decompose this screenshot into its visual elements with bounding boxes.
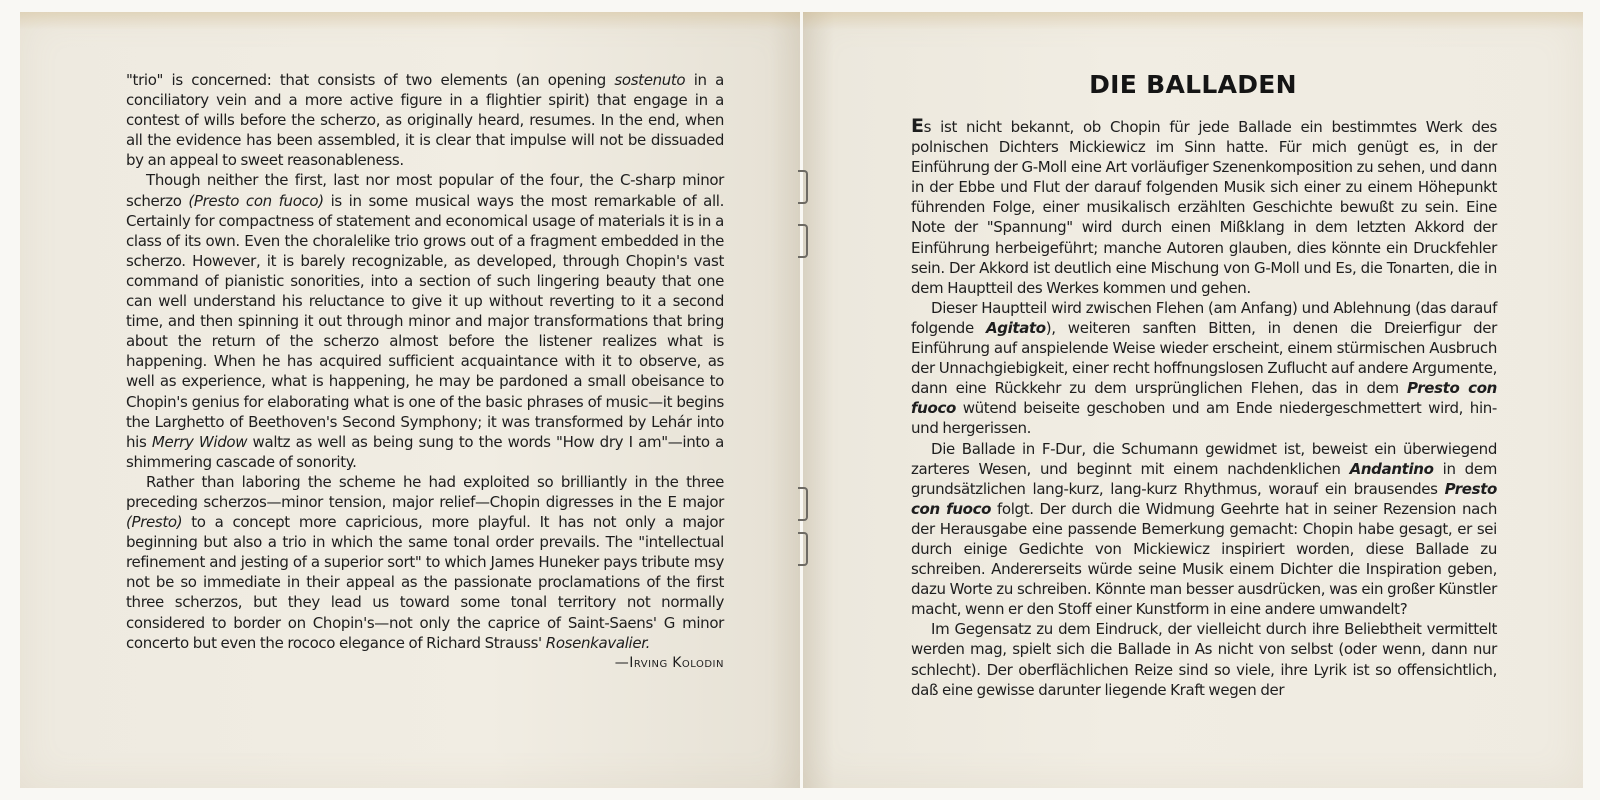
left-text-column (126, 70, 724, 673)
italic-term: Merry Widow (151, 432, 248, 451)
staple-bottom-upper (798, 487, 808, 521)
text-run: Die Ballade in F-Dur, die Schumann gewidmet ist, beweist ein überwiegend zarteres Wesen, und beginnt mit einem nachdenklichen (911, 439, 1497, 478)
right-page (803, 12, 1583, 788)
text-run: waltz as well as being sung to the words "How dry I am"—into a shimmering cascade of sonority. (126, 432, 724, 471)
author-signature: —Irving Kolodin (614, 654, 724, 671)
text-run: ), weiteren sanften Bitten, in denen die Dreierfigur der Einführung auf anspielende Weise wieder erscheint, einem stürmischen Ausbruch der Unnachgiebigkeit, einer recht hoffnungslosen Zuflucht auf andere Argumente, dann eine Rückkehr zu dem ursprünglichen Flehen, das in dem (911, 318, 1497, 398)
italic-term: sostenuto (614, 71, 686, 89)
text-run: s ist nicht bekannt, ob Chopin für jede Ballade ein bestimmtes Werk des polnischen Dichters Mickiewicz im Sinn hatte. Für mich genügt es, in der Einführung der G-Moll eine Art vorläufiger Szenenkomposition zu sehen, und dann in der Ebbe und Flut der darauf folgenden Musik sich einer zu einem Höhepunkt führenden Folge, einer musikalisch erzählten Geschichte bewußt zu sein. Eine Note der "Spannung" wird durch einen Mißklang in dem letzten Akkord der Einführung herbeigeführt; manche Autoren glauben, dies könnte ein Druckfehler sein. Der Akkord ist deutlich eine Mischung von G-Moll und Es, die Tonarten, die in dem Hauptteil des Werkes kommen und gehen. (911, 118, 1497, 297)
text-run: "trio" is concerned: that consists of two elements (an opening (126, 71, 615, 89)
staple-top-upper (798, 170, 808, 204)
drop-cap: E (911, 115, 924, 137)
tempo-marking: Presto con fuoco (911, 379, 1497, 418)
italic-term: (Presto con fuoco) (188, 191, 324, 210)
italic-term: Rosenkavalier. (545, 633, 651, 652)
text-run: Rather than laboring the scheme he had exploited so brilliantly in the three preceding scherzos—minor tension, major relief—Chopin digresses in the E major (126, 472, 724, 511)
top-edge-stain (20, 12, 800, 30)
text-run: Im Gegensatz zu dem Eindruck, der vielleicht durch ihre Beliebtheit vermittelt werden mag, spielt sich die Ballade in As nicht von selbst (oder wenn, dann nur schlecht). Der oberflächlichen Reize sind so viele, ihre Lyrik ist so offensichtlich, daß eine gewisse darunter liegende Kraft wegen der (911, 620, 1497, 699)
tempo-marking: Agitato (985, 318, 1046, 337)
right_page-paragraph (911, 439, 1497, 620)
tempo-marking: Presto con fuoco (911, 479, 1497, 518)
text-run: in a conciliatory vein and a more active figure in a flightier spirit) that engage in a contest of wills before the scherzo, as originally heard, resumes. In the end, when all the evidence has been assembled, it is clear that impulse will not be dissuaded by an appeal to sweet reasonableness. (126, 71, 724, 170)
left-page (20, 12, 800, 788)
top-edge-stain (803, 12, 1583, 30)
right_page-paragraph (911, 619, 1497, 699)
text-run: Dieser Hauptteil wird zwischen Flehen (am Anfang) und Ablehnung (das darauf folgende (911, 298, 1497, 337)
text-run: to a concept more capricious, more playful. It has not only a major beginning but also a trio in which the same tonal order prevails. The "intellectual refinement and jesting of a superior sort" to which James Huneker pays tribute msy not be so immediate in their appeal as the passionate proclamations of the first three scherzos, but they lead us toward some tonal territory not normally considered to border on Chopin's—not only the caprice of Saint-Saens' G minor concerto but even the rococo elegance of Richard Strauss' (126, 513, 724, 652)
text-run: wütend beiseite geschoben und am Ende niedergeschmettert wird, hin-und hergerissen. (911, 399, 1497, 438)
right-text-column (911, 116, 1497, 700)
right_page-paragraph (911, 116, 1497, 298)
left_page-paragraph (126, 70, 724, 170)
staple-top-lower (798, 224, 808, 258)
left_page-paragraph (126, 472, 724, 653)
left_page-paragraph (126, 170, 724, 471)
right-paragraphs (911, 116, 1497, 700)
text-run: in dem grundsätzlichen lang-kurz, lang-kurz Rhythmus, worauf ein brausendes (911, 459, 1497, 498)
text-run: folgt. Der durch die Widmung Geehrte hat in seiner Rezension nach der Herausgabe eine passende Bemerkung gemacht: Chopin habe gesagt, er sei durch einige Gedichte von Mickiewicz inspiriert worden, diese Ballade zu schreiben. Andererseits würde seine Musik einem Dichter die Inspiration geben, dazu Worte zu schreiben. Könnte man besser ausdrücken, was ein großer Künstler macht, wenn er den Stoff einer Kunstform in eine andere umwandelt? (911, 499, 1497, 619)
italic-term: (Presto) (126, 513, 183, 532)
page-title: DIE BALLADEN (1089, 70, 1297, 99)
tempo-marking: Andantino (1349, 459, 1434, 478)
staple-bottom-lower (798, 532, 808, 566)
right_page-paragraph (911, 298, 1497, 439)
left-paragraphs (126, 70, 724, 653)
text-run: is in some musical ways the most remarkable of all. Certainly for compactness of statement and economical usage of materials it is in a class of its own. Even the choralelike trio grows out of a fragment embedded in the scherzo. However, it is barely recognizable, as developed, through Chopin's vast command of pianistic sonorities, into a section of such lingering beauty that one can well understand his reluctance to give it up without reverting to it a second time, and then spinning it out through minor and major transformations that bring about the return of the scherzo almost before the listener realizes what is happening. When he has acquired sufficient acquaintance with it to observe, as well as experience, what is happening, he may be pardoned a small obeisance to Chopin's genius for elaborating what is one of the basic phrases of music—it begins the Larghetto of Beethoven's Second Symphony; it was transformed by Lehár into his (126, 191, 724, 451)
text-run: Though neither the first, last nor most popular of the four, the C-sharp minor scherzo (126, 171, 724, 210)
